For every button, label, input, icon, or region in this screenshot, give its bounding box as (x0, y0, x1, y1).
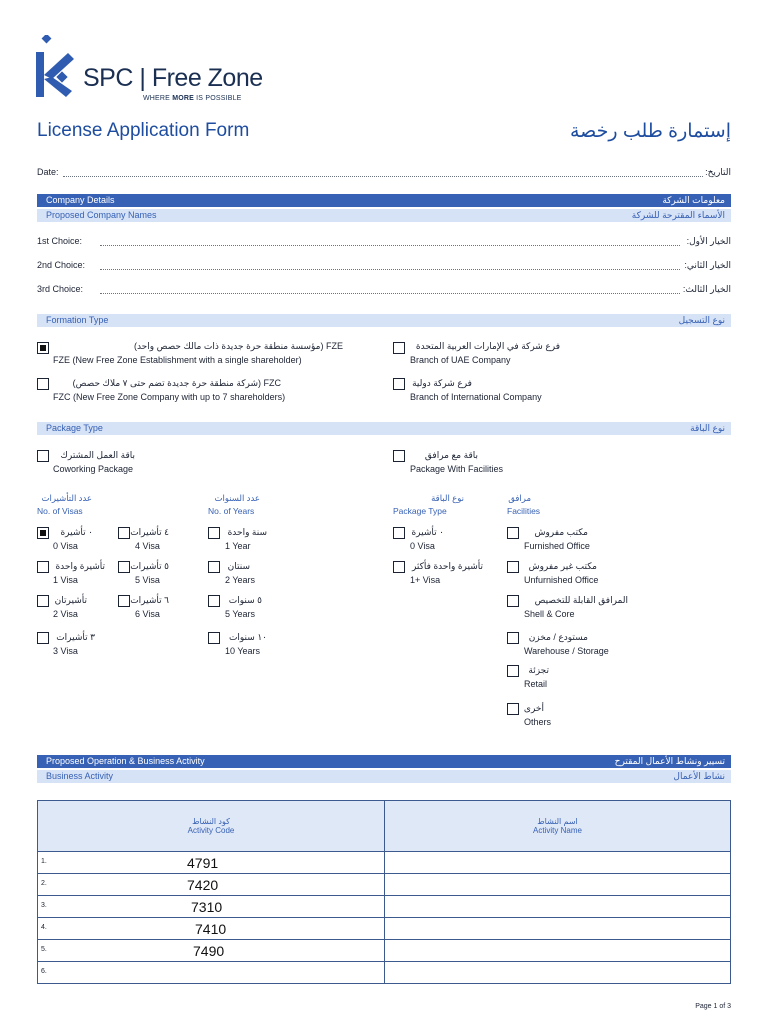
company-header-en: Company Details (46, 195, 115, 205)
coworking-label-ar: باقة العمل المشترك (60, 450, 135, 460)
choice-1-label-en: 1st Choice: (37, 236, 83, 246)
logo-tagline (143, 95, 242, 102)
business-activity-header (37, 755, 731, 768)
package-header-ar: نوع الباقة (690, 423, 725, 433)
formation-type-header (37, 314, 731, 327)
retail-label-en: Retail (524, 679, 548, 689)
activity-header-ar: تسيير ونشاط الأعمال المقترح (614, 756, 725, 766)
company-details-header (37, 194, 731, 207)
activity-name-cell[interactable] (385, 918, 731, 940)
unfurnished-office-checkbox[interactable] (507, 561, 519, 573)
pkgtype-0-visa-checkbox[interactable] (393, 527, 405, 539)
pkgtype-header-ar: نوع الباقة (431, 493, 464, 503)
shell-core-label-en: Shell & Core (524, 609, 575, 619)
formation-header-ar: نوع التسجيل (678, 315, 725, 325)
activity-code-header-en: Activity Code (187, 826, 235, 835)
logo-wordmark (83, 64, 263, 93)
activity-code-header-ar: كود النشاط (192, 817, 230, 826)
proposed-names-en: Proposed Company Names (46, 210, 157, 220)
visa-2-checkbox[interactable] (37, 595, 49, 607)
page-number: Page 1 of 3 (695, 1003, 731, 1010)
activity-name-cell[interactable] (385, 940, 731, 962)
retail-label-ar: تجزئة (528, 665, 549, 675)
furnished-office-checkbox[interactable] (507, 527, 519, 539)
uae-branch-checkbox[interactable] (393, 342, 405, 354)
fac-header-ar: مرافق (508, 493, 531, 503)
activity-name-cell[interactable] (385, 896, 731, 918)
tagline-bold: MORE (172, 95, 195, 102)
activity-code-header (38, 801, 385, 852)
intl-branch-label-en: Branch of International Company (410, 392, 542, 402)
visa-4-label-ar: ٤ تأشيرات (130, 527, 169, 537)
pkgtype-0-visa-label-ar: ٠ تأشيرة (411, 527, 444, 537)
choice-2-label-ar: الخيار الثاني: (684, 260, 731, 270)
activity-code-cell[interactable] (38, 874, 385, 896)
table-row (38, 918, 731, 940)
table-row (38, 896, 731, 918)
visa-0-label-ar: ٠ تأشيرة (60, 527, 93, 537)
row-number: 4. (41, 924, 47, 931)
year-2-checkbox[interactable] (208, 561, 220, 573)
year-5-label-en: 5 Years (225, 609, 256, 619)
choice-3-label-ar: الخيار الثالث: (682, 284, 731, 294)
activity-sub-en: Business Activity (46, 771, 114, 781)
fzc-label-en: FZC (New Free Zone Company with up to 7 shareholders) (53, 392, 286, 402)
coworking-checkbox[interactable] (37, 450, 49, 462)
pkgtype-0-visa-label-en: 0 Visa (410, 541, 435, 551)
activity-code-value: 7310 (191, 899, 223, 915)
tagline-pre: WHERE (143, 95, 173, 102)
year-2-label-ar: سنتان (227, 561, 250, 571)
choice-3-input[interactable] (100, 293, 680, 294)
business-activity-subheader (37, 770, 731, 783)
table-row (38, 962, 731, 984)
date-label-ar: التاريخ: (705, 167, 731, 177)
activity-name-cell[interactable] (385, 874, 731, 896)
activity-name-cell[interactable] (385, 962, 731, 984)
activity-code-cell[interactable] (38, 918, 385, 940)
activity-name-header-ar: اسم النشاط (537, 817, 578, 826)
visas-header-ar: عدد التأشيرات (41, 493, 92, 503)
visas-header-en: No. of Visas (37, 506, 83, 516)
years-header-ar: عدد السنوات (214, 493, 260, 503)
visa-3-label-en: 3 Visa (53, 646, 78, 656)
year-1-label-en: 1 Year (225, 541, 251, 551)
others-label-en: Others (524, 717, 552, 727)
unfurnished-office-label-en: Unfurnished Office (524, 575, 599, 585)
activity-code-cell[interactable] (38, 852, 385, 874)
visa-3-checkbox[interactable] (37, 632, 49, 644)
activity-header-en: Proposed Operation & Business Activity (46, 756, 205, 766)
activity-sub-ar: نشاط الأعمال (673, 771, 725, 781)
proposed-names-header (37, 209, 731, 222)
activity-code-value: 7420 (187, 877, 219, 893)
pkgtype-1plus-visa-label-ar: تأشيرة واحدة فأكثر (411, 561, 483, 571)
others-checkbox[interactable] (507, 703, 519, 715)
table-row (38, 852, 731, 874)
fzc-checkbox[interactable] (37, 378, 49, 390)
pkgtype-1plus-visa-label-en: 1+ Visa (410, 575, 441, 585)
visa-1-label-en: 1 Visa (53, 575, 78, 585)
furnished-office-label-en: Furnished Office (524, 541, 590, 551)
activity-code-value: 7410 (195, 921, 227, 937)
visa-0-label-en: 0 Visa (53, 541, 78, 551)
proposed-names-ar: الأسماء المقترحة للشركة (631, 210, 725, 220)
activity-name-cell[interactable] (385, 852, 731, 874)
year-1-checkbox[interactable] (208, 527, 220, 539)
visa-5-checkbox[interactable] (118, 561, 130, 573)
choice-2-input[interactable] (100, 269, 680, 270)
logo-brand: SPC (83, 64, 133, 92)
visa-1-label-ar: تأشيرة واحدة (55, 561, 105, 571)
spc-logo-icon (36, 35, 76, 105)
package-header-en: Package Type (46, 423, 103, 433)
pkgtype-header-en: Package Type (393, 506, 447, 516)
furnished-office-label-ar: مكتب مفروش (534, 527, 588, 537)
row-number: 5. (41, 946, 47, 953)
years-header-en: No. of Years (208, 506, 255, 516)
visa-4-label-en: 4 Visa (135, 541, 160, 551)
intl-branch-checkbox[interactable] (393, 378, 405, 390)
date-label-en: Date: (37, 167, 59, 177)
year-10-label-en: 10 Years (225, 646, 261, 656)
choice-2-label-en: 2nd Choice: (37, 260, 86, 270)
tagline-post: IS POSSIBLE (194, 95, 242, 102)
facilities-package-label-ar: باقة مع مرافق (424, 450, 478, 460)
uae-branch-label-en: Branch of UAE Company (410, 355, 511, 365)
year-1-label-ar: سنة واحدة (227, 527, 267, 537)
choice-1-label-ar: الخيار الأول: (686, 236, 731, 246)
visa-6-checkbox[interactable] (118, 595, 130, 607)
activity-name-header-en: Activity Name (533, 826, 582, 835)
activity-code-cell[interactable] (38, 962, 385, 984)
fze-checkbox[interactable] (37, 342, 49, 354)
row-number: 1. (41, 858, 47, 865)
visa-6-label-ar: ٦ تأشيرات (130, 595, 169, 605)
form-title-ar: إستمارة طلب رخصة (569, 121, 731, 142)
year-5-checkbox[interactable] (208, 595, 220, 607)
activity-name-header (385, 801, 731, 852)
table-row (38, 940, 731, 962)
fze-label-ar: FZE (مؤسسة منطقة حرة جديدة ذات مالك حصص واحد) (133, 341, 343, 351)
warehouse-label-en: Warehouse / Storage (524, 646, 609, 656)
activity-code-value: 7490 (193, 943, 225, 959)
facilities-package-checkbox[interactable] (393, 450, 405, 462)
fze-label-en: FZE (New Free Zone Establishment with a single shareholder) (53, 355, 302, 365)
retail-checkbox[interactable] (507, 665, 519, 677)
package-type-header (37, 422, 731, 435)
date-input[interactable] (63, 176, 703, 177)
warehouse-label-ar: مستودع / مخزن (528, 632, 588, 642)
warehouse-checkbox[interactable] (507, 632, 519, 644)
year-10-label-ar: ١٠ سنوات (228, 632, 267, 642)
others-label-ar: أخرى (523, 703, 544, 713)
visa-5-label-ar: ٥ تأشيرات (130, 561, 169, 571)
row-number: 6. (41, 968, 47, 975)
facilities-package-label-en: Package With Facilities (410, 464, 504, 474)
visa-6-label-en: 6 Visa (135, 609, 160, 619)
year-2-label-en: 2 Years (225, 575, 256, 585)
unfurnished-office-label-ar: مكتب غير مفروش (528, 561, 597, 571)
choice-1-input[interactable] (100, 245, 680, 246)
row-number: 3. (41, 902, 47, 909)
fac-header-en: Facilities (507, 506, 541, 516)
shell-core-label-ar: المرافق القابلة للتخصيص (534, 595, 628, 605)
choice-3-label-en: 3rd Choice: (37, 284, 84, 294)
activity-code-cell[interactable] (38, 940, 385, 962)
year-10-checkbox[interactable] (208, 632, 220, 644)
visa-2-label-en: 2 Visa (53, 609, 78, 619)
logo-separator: | (139, 64, 146, 92)
visa-3-label-ar: ٣ تأشيرات (56, 632, 95, 642)
formation-header-en: Formation Type (46, 315, 109, 325)
year-5-label-ar: ٥ سنوات (228, 595, 262, 605)
activity-table (37, 800, 731, 984)
activity-code-cell[interactable] (38, 896, 385, 918)
logo-zone: Free Zone (151, 64, 263, 92)
visa-2-label-ar: تأشيرتان (54, 595, 87, 605)
activity-table-header (38, 801, 731, 852)
pkgtype-1plus-visa-checkbox[interactable] (393, 561, 405, 573)
visa-0-checkbox[interactable] (37, 527, 49, 539)
visa-4-checkbox[interactable] (118, 527, 130, 539)
company-header-ar: معلومات الشركة (662, 195, 725, 205)
shell-core-checkbox[interactable] (507, 595, 519, 607)
visa-1-checkbox[interactable] (37, 561, 49, 573)
form-title-en: License Application Form (37, 120, 250, 141)
fzc-label-ar: FZC (شركة منطقة حرة جديدة تضم حتى ٧ ملاك حصص) (72, 378, 281, 388)
row-number: 2. (41, 880, 47, 887)
coworking-label-en: Coworking Package (53, 464, 134, 474)
visa-5-label-en: 5 Visa (135, 575, 160, 585)
table-row (38, 874, 731, 896)
activity-code-value: 4791 (187, 855, 219, 871)
intl-branch-label-ar: فرع شركة دولية (412, 378, 472, 388)
uae-branch-label-ar: فرع شركة في الإمارات العربية المتحدة (415, 341, 560, 351)
